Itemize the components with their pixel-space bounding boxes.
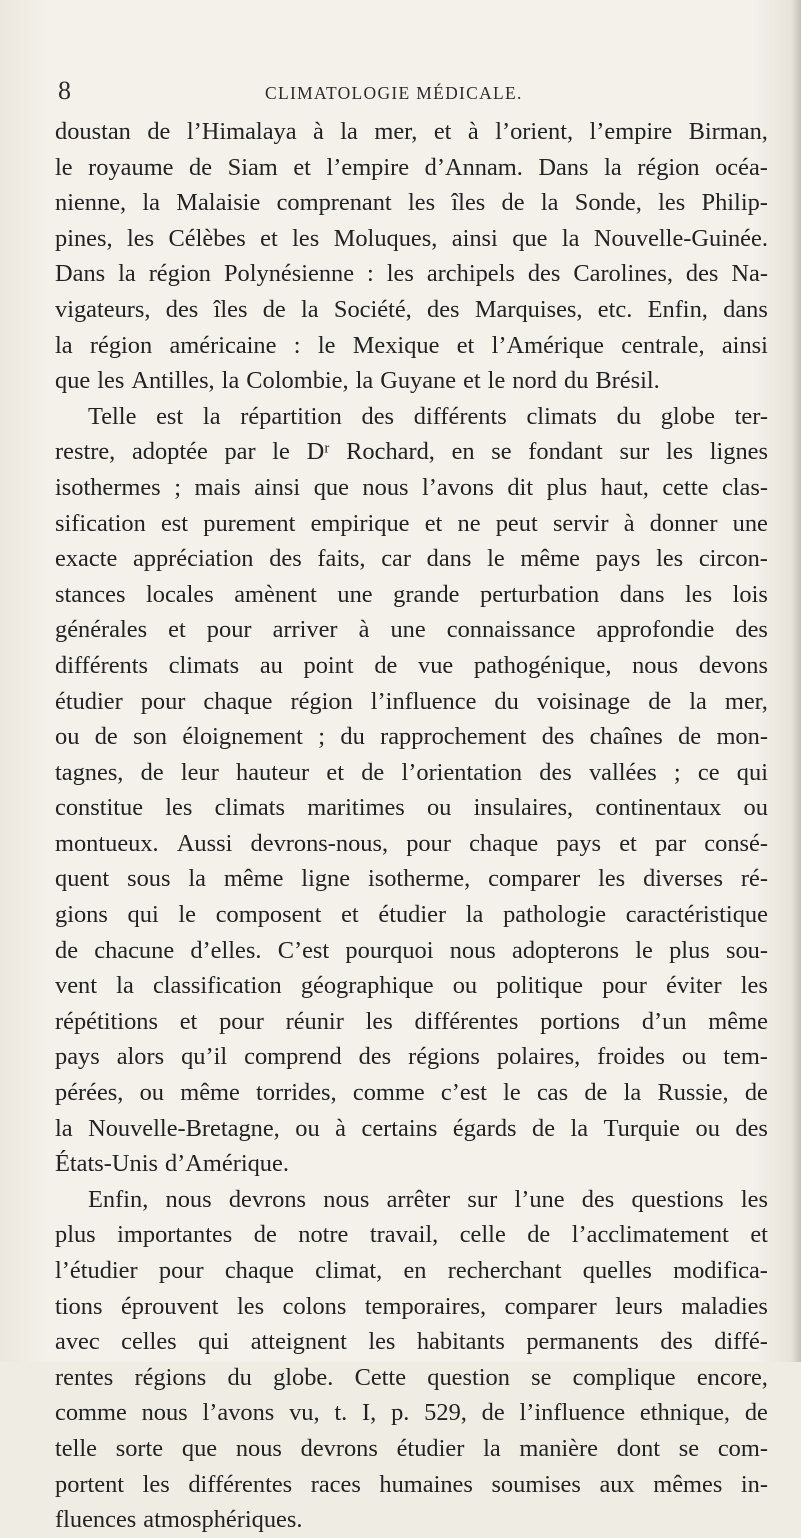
text-line: portent les différentes races humaines soumises aux mêmes in- <box>55 1470 768 1498</box>
text-line: Telle est la répartition des différents climats du globe ter- <box>88 402 768 430</box>
text-line: sification est purement empirique et ne peut servir à donner une <box>55 509 768 537</box>
text-line: stances locales amènent une grande perturbation dans les lois <box>55 580 768 608</box>
text-line: Enfin, nous devrons nous arrêter sur l’une des questions les <box>88 1185 768 1213</box>
text-line: nienne, la Malaisie comprenant les îles de la Sonde, les Philip- <box>55 189 768 217</box>
text-line: tions éprouvent les colons temporaires, comparer leurs maladies <box>55 1292 768 1320</box>
text-line: isothermes ; mais ainsi que nous l’avons dit plus haut, cette clas- <box>55 473 768 501</box>
page-header <box>0 72 801 112</box>
page-edge-shadow <box>791 0 801 1362</box>
text-line: comme nous l’avons vu, t. I, p. 529, de l’influence ethnique, de <box>55 1399 768 1427</box>
text-line: doustan de l’Himalaya à la mer, et à l’orient, l’empire Birman, <box>55 118 768 145</box>
text-line: montueux. Aussi devrons-nous, pour chaque pays et par consé- <box>55 829 768 857</box>
text-line: ou de son éloignement ; du rapprochement des chaînes de mon- <box>55 723 768 751</box>
page-number: 8 <box>58 76 71 105</box>
running-head: CLIMATOLOGIE MÉDICALE. <box>265 83 523 103</box>
text-line: le royaume de Siam et l’empire d’Annam. Dans la région océa- <box>55 153 768 181</box>
text-line: de chacune d’elles. C’est pourquoi nous adopterons le plus sou- <box>55 936 768 964</box>
text-line: l’étudier pour chaque climat, en recherchant quelles modifica- <box>55 1257 768 1284</box>
text-line: différents climats au point de vue pathogénique, nous devons <box>55 651 768 679</box>
text-line: Dans la région Polynésienne : les archipels des Carolines, des Na- <box>55 260 768 288</box>
body-text <box>55 114 768 1538</box>
text-line: restre, adoptée par le Dʳ Rochard, en se fondant sur les lignes <box>55 438 768 466</box>
text-line: tagnes, de leur hauteur et de l’orientation des vallées ; ce qui <box>55 758 768 786</box>
text-line: que les Antilles, la Colombie, la Guyane et le nord du Brésil. <box>55 367 660 395</box>
text-line: États-Unis d’Amérique. <box>55 1150 289 1178</box>
text-line: pérées, ou même torrides, comme c’est le cas de la Russie, de <box>55 1079 768 1107</box>
text-line: pays alors qu’il comprend des régions polaires, froides ou tem- <box>55 1043 768 1071</box>
text-line: quent sous la même ligne isotherme, comparer les diverses ré- <box>55 865 768 893</box>
text-line: pines, les Célèbes et les Moluques, ainsi que la Nouvelle-Guinée. <box>55 224 768 252</box>
text-line: générales et pour arriver à une connaissance approfondie des <box>55 616 768 644</box>
text-line: avec celles qui atteignent les habitants permanents des diffé- <box>55 1328 768 1356</box>
text-line: la Nouvelle-Bretagne, ou à certains égards de la Turquie ou des <box>55 1114 768 1142</box>
text-line: rentes régions du globe. Cette question se complique encore, <box>55 1363 768 1391</box>
text-line: vent la classification géographique ou politique pour éviter les <box>55 972 768 1000</box>
text-line: constitue les climats maritimes ou insulaires, continentaux ou <box>55 794 768 822</box>
text-line: exacte appréciation des faits, car dans le même pays les circon- <box>55 545 768 573</box>
text-line: vigateurs, des îles de la Société, des Marquises, etc. Enfin, dans <box>55 295 768 323</box>
text-line: plus importantes de notre travail, celle de l’acclimatement et <box>55 1221 768 1249</box>
text-line: telle sorte que nous devrons étudier la manière dont se com- <box>55 1434 768 1462</box>
text-line: étudier pour chaque région l’influence du voisinage de la mer, <box>55 687 768 715</box>
text-line: la région américaine : le Mexique et l’Amérique centrale, ainsi <box>55 331 768 359</box>
text-line: répétitions et pour réunir les différentes portions d’un même <box>55 1007 768 1035</box>
text-line: fluences atmosphériques. <box>55 1506 303 1534</box>
text-line: gions qui le composent et étudier la pathologie caractéristique <box>55 901 768 929</box>
